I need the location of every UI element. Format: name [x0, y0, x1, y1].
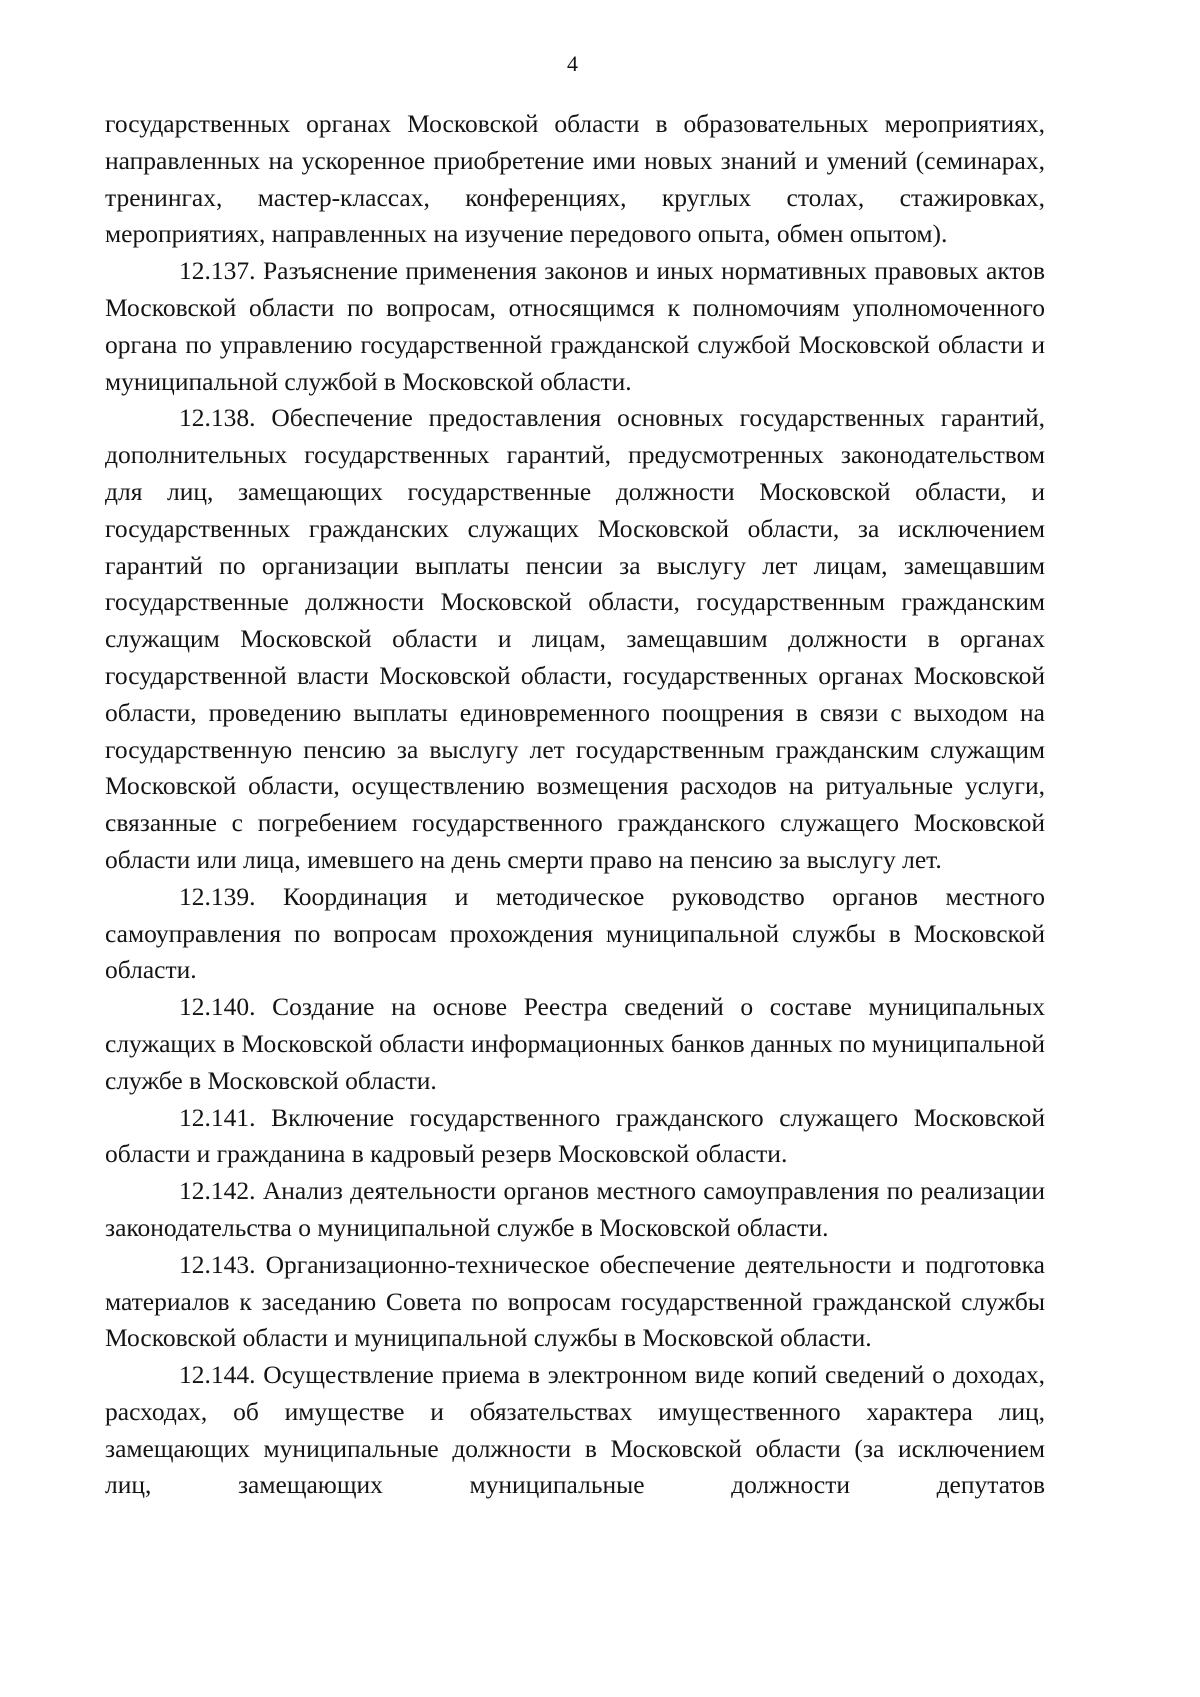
paragraph-number: 12.137. — [179, 256, 256, 286]
paragraph-12-142 — [105, 1173, 1045, 1247]
page-number: 4 — [567, 51, 578, 76]
document-body — [105, 106, 1045, 1504]
paragraph-continuation — [105, 106, 1045, 253]
paragraph-text: Обеспечение предоставления основных государственных гарантий, дополнительных государственных гарантий, предусмотренных законодательством для лиц, замещающих государственные должности Московской области, и государственных гражданских служащих Московской области, за исключением гарантий по организации выплаты пенсии за выслугу лет лицам, замещавшим государственные должности Московской области, государственным гражданским служащим Московской области и лицам, замещавшим должности в органах государственной власти Московской области, государственных органах Московской области, проведению выплаты единовременного поощрения в связи с выходом на государственную пенсию за выслугу лет государственным гражданским служащим Московской области, осуществлению возмещения расходов на ритуальные услуги, связанные с погребением государственного гражданского служащего Московской области или лица, имевшего на день смерти право на пенсию за выслугу лет. — [105, 403, 1045, 874]
paragraph-number: 12.142. — [179, 1176, 256, 1206]
paragraph-12-138 — [105, 400, 1045, 878]
paragraph-number: 12.144. — [179, 1360, 256, 1390]
paragraph-text: Организационно-техническое обеспечение деятельности и подготовка материалов к заседанию Совета по вопросам государственной гражданской службы Московской области и муниципальной службы в Московской области. — [105, 1249, 1045, 1353]
paragraph-12-143 — [105, 1247, 1045, 1357]
paragraph-text: Анализ деятельности органов местного самоуправления по реализации законодательства о муниципальной службе в Московской области. — [105, 1176, 1045, 1242]
paragraph-number: 12.140. — [179, 992, 256, 1022]
paragraph-text: Создание на основе Реестра сведений о составе муниципальных служащих в Московской области информационных банков данных по муниципальной службе в Московской области. — [105, 992, 1046, 1095]
paragraph-number: 12.143. — [179, 1249, 256, 1279]
paragraph-text: государственных органах Московской области в образовательных мероприятиях, направленных на ускоренное приобретение ими новых знаний и умений (семинарах, тренингах, мастер-классах, конференциях, круглых столах, стажировках, мероприятиях, направленных на изучение передового опыта, обмен опытом). — [105, 109, 1045, 249]
paragraph-12-137 — [105, 253, 1045, 400]
paragraph-text: Разъяснение применения законов и иных нормативных правовых актов Московской области по вопросам, относящимся к полномочиям уполномоченного органа по управлению государственной гражданской службой Московской области и муниципальной службой в Московской области. — [105, 256, 1045, 396]
paragraph-12-141 — [105, 1100, 1045, 1174]
paragraph-text: Координация и методическое руководство органов местного самоуправления по вопросам прохождения муниципальной службы в Московской области. — [105, 881, 1045, 985]
paragraph-number: 12.139. — [179, 881, 256, 911]
paragraph-text: Осуществление приема в электронном виде копий сведений о доходах, расходах, об имуществе и обязательствах имущественного характера лиц, замещающих муниципальные должности в Московской области (за исключением лиц, замещающих муниципальные должности депутатов — [105, 1360, 1046, 1500]
paragraph-12-139 — [105, 879, 1045, 989]
paragraph-text: Включение государственного гражданского служащего Московской области и гражданина в кадровый резерв Московской области. — [105, 1102, 1045, 1169]
paragraph-12-144 — [105, 1357, 1045, 1504]
paragraph-number: 12.141. — [179, 1102, 256, 1132]
paragraph-number: 12.138. — [179, 403, 256, 433]
paragraph-12-140 — [105, 989, 1045, 1099]
